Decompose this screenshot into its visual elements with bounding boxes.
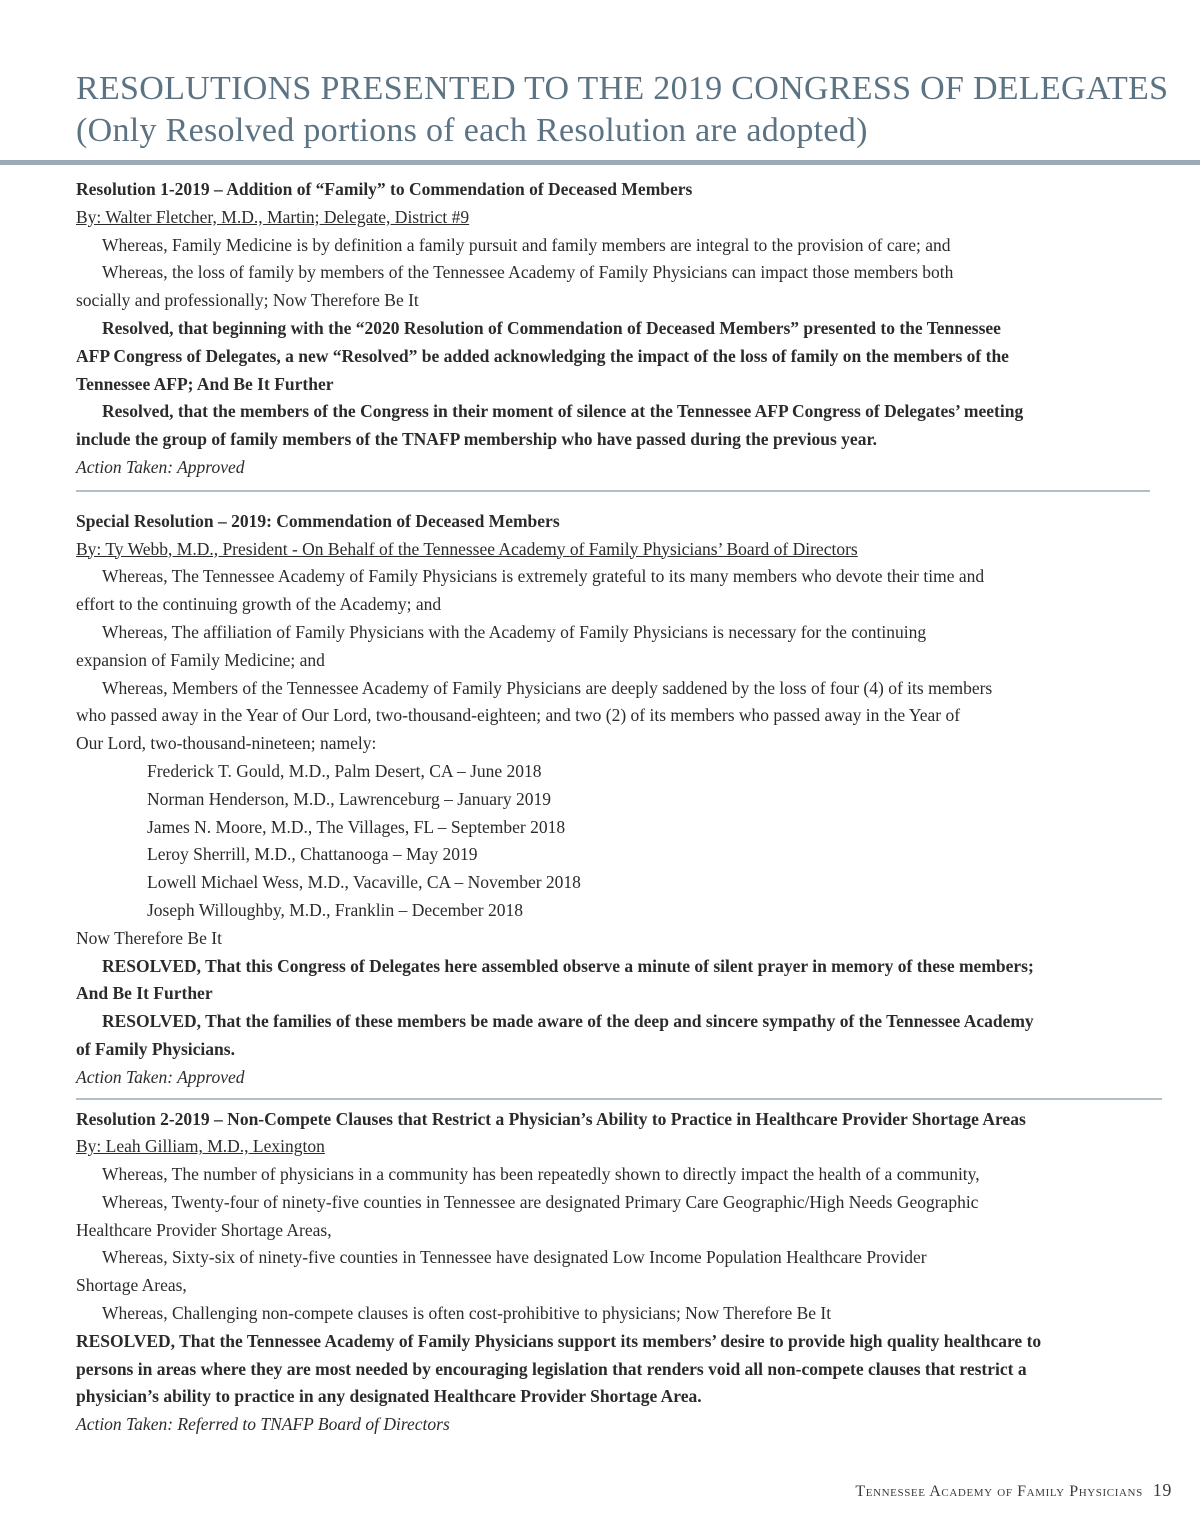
resolution-2-2019 [76, 1106, 1166, 1440]
resolution-author: By: Leah Gilliam, M.D., Lexington [76, 1136, 325, 1157]
resolved-clause-cont: include the group of family members of the TNAFP membership who have passed during the previous year. [76, 429, 877, 450]
resolved-clause-cont: Tennessee AFP; And Be It Further [76, 373, 334, 394]
page-header [76, 68, 1176, 152]
whereas-clause-cont: socially and professionally; Now Therefore Be It [76, 290, 419, 311]
resolution-author: By: Ty Webb, M.D., President - On Behalf of the Tennessee Academy of Family Physicians’ Board of Directors [76, 538, 858, 559]
page-subtitle: (Only Resolved portions of each Resolution are adopted) [76, 112, 868, 149]
whereas-clause-cont: Healthcare Provider Shortage Areas, [76, 1219, 332, 1240]
resolved-clause: RESOLVED, That the families of these members be made aware of the deep and sincere sympathy of the Tennessee Academy [102, 1011, 1034, 1032]
action-taken: Action Taken: Approved [76, 456, 245, 477]
whereas-clause-cont: Our Lord, two-thousand-nineteen; namely: [76, 733, 377, 754]
resolved-clause-cont: of Family Physicians. [76, 1038, 235, 1059]
whereas-clause: Whereas, Family Medicine is by definition a family pursuit and family members are integral to the provision of care; and [102, 234, 951, 255]
resolution-author: By: Walter Fletcher, M.D., Martin; Delegate, District #9 [76, 206, 470, 227]
action-taken: Action Taken: Referred to TNAFP Board of Directors [76, 1414, 450, 1435]
list-item: James N. Moore, M.D., The Villages, FL – September 2018 [147, 816, 566, 837]
page-title: RESOLUTIONS PRESENTED TO THE 2019 CONGRESS OF DELEGATES [76, 70, 1169, 107]
resolved-clause-cont: persons in areas where they are most needed by encouraging legislation that renders void all non-compete clauses that restrict a [76, 1358, 1027, 1379]
list-item: Frederick T. Gould, M.D., Palm Desert, CA – June 2018 [147, 760, 542, 781]
whereas-clause: Whereas, Members of the Tennessee Academy of Family Physicians are deeply saddened by the loss of four (4) of its members [102, 677, 993, 698]
section-divider [76, 1098, 1162, 1100]
deceased-members-list [76, 758, 1166, 925]
resolved-clause-cont: And Be It Further [76, 983, 213, 1004]
whereas-clause-cont: Shortage Areas, [76, 1275, 187, 1296]
whereas-clause: Whereas, Challenging non-compete clauses is often cost-prohibitive to physicians; Now Therefore Be It [102, 1303, 832, 1324]
whereas-clause: Whereas, The affiliation of Family Physicians with the Academy of Family Physicians is necessary for the continuing [102, 621, 927, 642]
whereas-clause-cont: who passed away in the Year of Our Lord, two-thousand-eighteen; and two (2) of its members who passed away in the Year of [76, 705, 961, 726]
special-resolution-2019 [76, 508, 1166, 1092]
resolved-clause-cont: physician’s ability to practice in any designated Healthcare Provider Shortage Area. [76, 1386, 702, 1407]
whereas-clause: Whereas, The number of physicians in a community has been repeatedly shown to directly impact the health of a community, [102, 1164, 980, 1185]
resolved-clause-cont: AFP Congress of Delegates, a new “Resolved” be added acknowledging the impact of the loss of family on the members of the [76, 345, 1009, 366]
resolution-heading: Resolution 1-2019 – Addition of “Family” to Commendation of Deceased Members [76, 179, 693, 199]
whereas-clause-cont: expansion of Family Medicine; and [76, 649, 325, 670]
title-divider [0, 160, 1200, 165]
resolved-clause: RESOLVED, That this Congress of Delegates here assembled observe a minute of silent prayer in memory of these members; [102, 955, 1034, 976]
list-item: Leroy Sherrill, M.D., Chattanooga – May 2019 [147, 844, 478, 865]
list-item: Lowell Michael Wess, M.D., Vacaville, CA – November 2018 [147, 872, 581, 893]
resolved-clause: Resolved, that beginning with the “2020 Resolution of Commendation of Deceased Members” presented to the Tennessee [102, 317, 1001, 338]
page-footer [855, 1480, 1172, 1501]
whereas-clause: Whereas, Twenty-four of ninety-five counties in Tennessee are designated Primary Care Geographic/High Needs Geographic [102, 1191, 979, 1212]
resolutions-content [76, 176, 1166, 1439]
resolved-clause: RESOLVED, That the Tennessee Academy of Family Physicians support its members’ desire to provide high quality healthcare to [76, 1330, 1042, 1351]
whereas-clause: Whereas, The Tennessee Academy of Family Physicians is extremely grateful to its many members who devote their time and [102, 566, 985, 587]
whereas-clause-cont: effort to the continuing growth of the Academy; and [76, 594, 442, 615]
resolution-heading: Special Resolution – 2019: Commendation of Deceased Members [76, 510, 560, 531]
list-item: Norman Henderson, M.D., Lawrenceburg – January 2019 [147, 788, 552, 809]
action-taken: Action Taken: Approved [76, 1066, 245, 1087]
whereas-clause: Whereas, Sixty-six of ninety-five counties in Tennessee have designated Low Income Population Healthcare Provider [102, 1247, 927, 1268]
resolved-clause: Resolved, that the members of the Congress in their moment of silence at the Tennessee AFP Congress of Delegates’ meeting [102, 401, 1024, 422]
page-number: 19 [1152, 1480, 1172, 1500]
therefore-clause: Now Therefore Be It [76, 927, 222, 948]
footer-organization: Tennessee Academy of Family Physicians [855, 1483, 1143, 1500]
section-divider [76, 490, 1150, 492]
list-item: Joseph Willoughby, M.D., Franklin – December 2018 [147, 899, 523, 920]
resolution-1-2019 [76, 176, 1166, 482]
resolution-heading: Resolution 2-2019 – Non-Compete Clauses that Restrict a Physician’s Ability to Practice in Healthcare Provider Shortage Areas [76, 1108, 1026, 1129]
whereas-clause: Whereas, the loss of family by members of the Tennessee Academy of Family Physicians can impact those members both [102, 262, 954, 283]
